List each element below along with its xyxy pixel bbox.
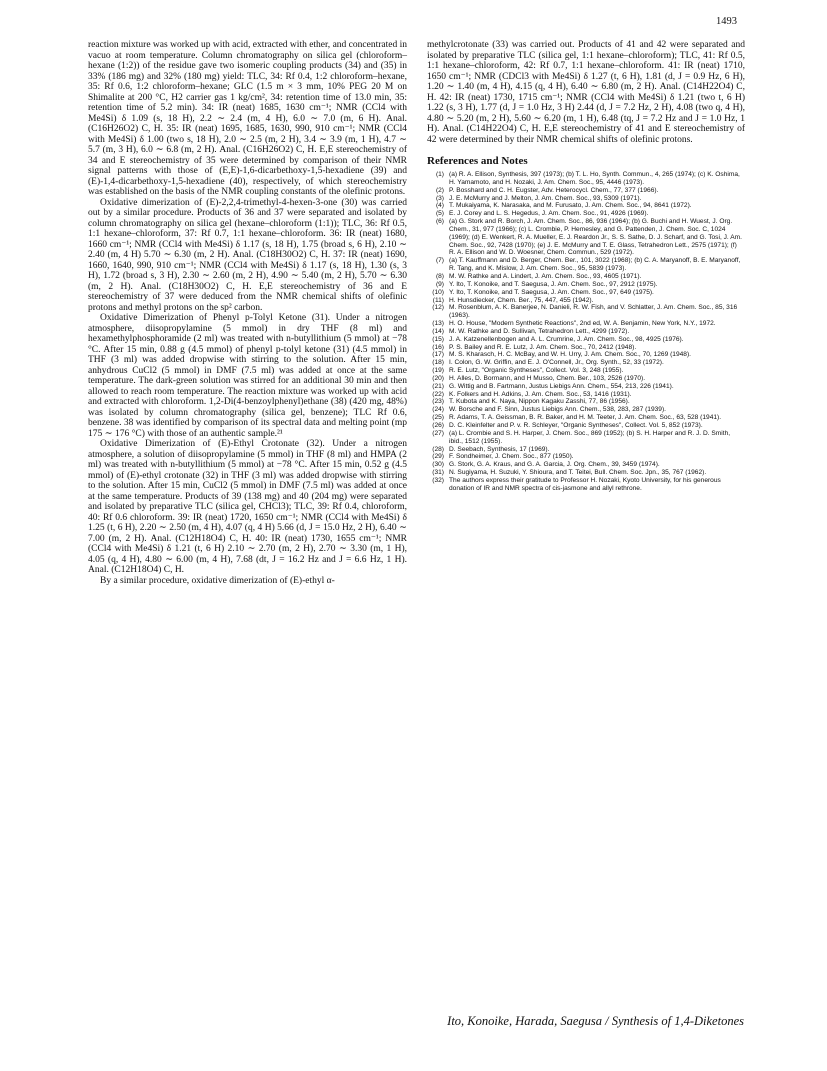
reference-text: I. Colon, G. W. Griffin, and E. J. O'Connell, Jr., Org. Synth., 52, 33 (1972). — [449, 359, 664, 367]
reference-text: T. Kubota and K. Naya, Nippon Kagaku Zasshi, 77, 86 (1956). — [449, 398, 630, 406]
reference-item — [427, 351, 745, 359]
reference-number: (29) — [432, 453, 444, 461]
reference-number: (5) — [435, 210, 444, 218]
reference-number: (22) — [432, 390, 444, 398]
reference-number: (14) — [432, 327, 444, 335]
reference-item — [427, 461, 745, 469]
reference-number: (24) — [432, 406, 444, 414]
reference-item — [427, 328, 745, 336]
reference-number: (12) — [432, 304, 444, 312]
right-column — [427, 40, 745, 493]
reference-number: (15) — [432, 335, 444, 343]
reference-number: (19) — [432, 367, 444, 375]
reference-item — [427, 446, 745, 454]
reference-text: G. Wittig and B. Fartmann, Justus Liebigs Ann. Chem., 554, 213, 226 (1941). — [449, 382, 674, 390]
reference-text: G. Stork, G. A. Kraus, and G. A. Garcia, J. Org. Chem., 39, 3459 (1974). — [449, 461, 660, 469]
reference-number: (16) — [432, 343, 444, 351]
reference-text: (a) R. A. Ellison, Synthesis, 397 (1973); (b) T. L. Ho, Synth. Commun., 4, 265 (1974); (c) K. Oshima, H. Yamamoto, and H. Nozaki, J. Am. Chem. Soc., 95, 4446 (1973). — [449, 171, 740, 186]
reference-item — [427, 187, 745, 195]
reference-item — [427, 171, 745, 187]
reference-text: E. J. Corey and L. S. Hegedus, J. Am. Chem. Soc., 91, 4926 (1969). — [449, 210, 649, 218]
reference-text: R. Adams, T. A. Geissman, B. R. Baker, and H. M. Teeter, J. Am. Chem. Soc., 63, 528 (1941). — [449, 414, 722, 422]
reference-number: (20) — [432, 374, 444, 382]
reference-number: (25) — [432, 414, 444, 422]
reference-item — [427, 257, 745, 273]
reference-text: J. E. McMurry and J. Melton, J. Am. Chem. Soc., 93, 5309 (1971). — [449, 194, 642, 202]
paragraph: By a similar procedure, oxidative dimerization of (E)-ethyl α- — [100, 575, 335, 586]
left-column — [88, 40, 407, 586]
reference-item — [427, 304, 745, 320]
reference-number: (1) — [435, 171, 444, 178]
reference-text: (a) G. Stork and R. Borch, J. Am. Chem. Soc., 86, 936 (1964); (b) G. Buchi and H. Wuest, J. Org. Chem., 31, 977 (1966); (c) L. Crombie, P. Hemesley, and G. Pattenden, J. Chem. Soc. C, 1024 (1969); (d) E. Wenkert, R. A. Mueller, E. J. Reardon Jr., S. S. Sathe, D. J. Scharf, and G. Tosi, J. Am. Chem. Soc., 92, 7428 (1970); (e) J. E. McMurry and T. E. Glass, Tetrahedron Lett., 2575 (1971); (f) R. A. Ellison and W. D. Woesner, Chem. Commun., 529 (1972). — [449, 218, 742, 257]
reference-number: (2) — [435, 186, 444, 194]
reference-number: (30) — [432, 461, 444, 469]
reference-number: (6) — [435, 218, 444, 226]
reference-item — [427, 289, 745, 297]
reference-number: (11) — [432, 296, 444, 304]
reference-item — [427, 273, 745, 281]
reference-item — [427, 383, 745, 391]
paragraph: Oxidative Dimerization of Phenyl p-Tolyl Ketone (31). Under a nitrogen atmosphere, diisopropylamine (5 mmol) in dry THF (8 ml) and hexamethylphosphoramide (2 ml) was treated with n-butyllithium (5 mmol) at −78 °C. After 15 min, 0.88 g (4.5 mmol) of phenyl p-tolyl ketone (31) (4.5 mmol) in THF (3 ml) was added dropwise with stirring to the solution. After 15 min, anhydrous CuCl2 (5 mmol) in DMF (7.5 ml) was added at once at the same temperature. The dark-green solution was stirred for an additional 30 min and then allowed to reach room temperature. The reaction mixture was worked up with acid and extracted with chloroform. 1,2-Di(4-benzoylphenyl)ethane (38) (420 mg, 48%) was isolated by column chromatography (silica gel, benzene); TLC Rf 0.6, benzene. 38 was identified by comparison of its spectral data and melting point (mp 175 ∼ 176 °C) with those of an authentic sample.²¹ — [88, 313, 407, 439]
reference-text: N. Sugiyama, H. Suzuki, Y. Shioura, and T. Teitei, Bull. Chem. Soc. Jpn., 35, 767 (1962). — [449, 469, 707, 477]
reference-item — [427, 406, 745, 414]
reference-number: (8) — [435, 272, 444, 280]
reference-text: H. O. House, "Modern Synthetic Reactions", 2nd ed, W. A. Benjamin, New York, N.Y., 1972. — [449, 320, 716, 328]
reference-number: (21) — [432, 382, 444, 390]
reference-item — [427, 359, 745, 367]
reference-item — [427, 414, 745, 422]
reference-text: H. Hunsdiecker, Chem. Ber., 75, 447, 455 (1942). — [449, 296, 594, 304]
reference-item — [427, 281, 745, 289]
reference-item — [427, 430, 745, 446]
paragraph: methylcrotonate (33) was carried out. Products of 41 and 42 were separated and isolated by preparative TLC (silica gel, 1:1 hexane–chloroform); TLC, 41: Rf 0.5, 1:1 hexane–chloroform, 42: Rf 0.7, 1:1 hexane–chloroform. 41: IR (neat) 1710, 1650 cm⁻¹; NMR (CDCl3 with Me4Si) δ 1.27 (t, 6 H), 1.81 (d, J = 0.9 Hz, 6 H), 1.20 ∼ 1.40 (m, 4 H), 4.15 (q, 4 H), 6.40 ∼ 6.80 (m, 2 H). Anal. (C14H22O4) C, H. 42: IR (neat) 1730, 1715 cm⁻¹; NMR (CCl4 with Me4Si) δ 1.21 (two t, 6 H) 1.22 (s, 3 H), 1.77 (d, J = 1.0 Hz, 3 H) 2.44 (d, J = 7.2 Hz, 2 H), 4.08 (two q, 4 H), 4.80 ∼ 5.20 (m, 2 H), 5.60 ∼ 6.20 (m, 1 H), 6.48 (tq, J = 7.2 Hz and J = 1.0 Hz, 1 H). Anal. (C14H22O4) C, H. E,E stereochemistry of 41 and E stereochemistry of 42 were determined by their NMR chemical shifts of olefinic protons. — [427, 40, 745, 145]
reference-number: (17) — [432, 351, 444, 359]
reference-text: (a) L. Crombie and S. H. Harper, J. Chem. Soc., 869 (1952); (b) S. H. Harper and R. J. D. Smith, ibid., 1512 (1955). — [449, 429, 731, 445]
reference-item — [427, 391, 745, 399]
paragraph: reaction mixture was worked up with acid, extracted with ether, and concentrated in vacuo at room temperature. Column chromatography on silica gel (chloroform–hexane (1:2)) of the residue gave two isomeric coupling products (34) and (35) in 33% (186 mg) and 32% (180 mg) yield: TLC, 34: Rf 0.4, 1:2 chloroform–hexane, 35: Rf 0.6, 1:2 chloroform–hexane; GLC (1.5 m × 3 mm, 10% PEG 20 M on Shimalite at 200 °C, H2 carrier gas 1 kg/cm², 34: retention time of 13.0 min, 35: retention time of 5.2 min). 34: IR (neat) 1685, 1630 cm⁻¹; NMR (CCl4 with Me4Si) δ 1.09 (s, 18 H), 2.2 ∼ 2.4 (m, 4 H), 6.0 ∼ 7.0 (m, 6 H). Anal. (C16H26O2) C, H. 35: IR (neat) 1695, 1685, 1630, 990, 910 cm⁻¹; NMR (CCl4 with Me4Si) δ 1.00 (two s, 18 H), 2.0 ∼ 2.5 (m, 2 H), 3.4 ∼ 3.9 (m, 1 H), 4.7 ∼ 5.7 (m, 3 H), 6.0 ∼ 6.8 (m, 2 H). Anal. (C16H26O2) C, H. E,E stereochemistry of 34 and E stereochemistry of 35 were determined by comparison of their NMR signal patterns with those of (E,E)-1,6-dicarbethoxy-1,5-hexadiene (39) and (E)-1,4-dicarbethoxy-1,5-hexadiene (40), respectively, of which stereochemistry was established on the basis of the NMR coupling constants of the olefinic protons. — [88, 40, 407, 197]
reference-item — [427, 477, 745, 493]
reference-number: (28) — [432, 445, 444, 453]
reference-item — [427, 195, 745, 203]
reference-number: (10) — [432, 288, 444, 296]
reference-item — [427, 297, 745, 305]
reference-number: (18) — [432, 359, 444, 367]
paragraph: Oxidative Dimerization of (E)-Ethyl Crotonate (32). Under a nitrogen atmosphere, a solution of diisopropylamine (5 mmol) in THF (8 ml) and HMPA (2 ml) was treated with n-butyllithium (5 mmol) at −78 °C. After 15 min, 0.52 g (4.5 mmol) of (E)-ethyl crotonate (32) in THF (3 ml) was added dropwise with stirring to the solution. After 15 min, CuCl2 (5 mmol) in DMF (7.5 ml) was added at once at the same temperature. Products of 39 (138 mg) and 40 (204 mg) were separated and isolated by preparative TLC (silica gel, CHCl3); TLC, 39: Rf 0.4, chloroform, 40: Rf 0.6 chloroform. 39: IR (neat) 1720, 1650 cm⁻¹; NMR (CCl4 with Me4Si) δ 1.25 (t, 6 H), 2.20 ∼ 2.50 (m, 4 H), 4.07 (q, 4 H) 5.66 (d, J = 15.0 Hz, 2 H), 6.40 ∼ 7.00 (m, 2 H). Anal. (C12H18O4) C, H. 40: IR (neat) 1730, 1655 cm⁻¹; NMR (CCl4 with Me4Si) δ 1.21 (t, 6 H) 2.10 ∼ 2.70 (m, 2 H), 2.70 ∼ 3.30 (m, 1 H), 4.05 (q, 4 H), 4.80 ∼ 6.00 (m, 4 H), 7.68 (dt, J = 16.2 Hz and J = 6.6 Hz, 1 H). Anal. (C12H18O4) C, H. — [88, 439, 407, 575]
reference-number: (7) — [435, 257, 444, 265]
reference-text: T. Mukaiyama, K. Narasaka, and M. Furusato, J. Am. Chem. Soc., 94, 8641 (1972). — [449, 202, 692, 210]
reference-number: (3) — [435, 194, 444, 202]
reference-text: H. Alles, D. Bormann, and H Musso, Chem. Ber., 103, 2526 (1970). — [449, 374, 646, 382]
reference-item — [427, 469, 745, 477]
reference-text: J. A. Katzenellenbogen and A. L. Crumrine, J. Am. Chem. Soc., 98, 4925 (1976). — [449, 335, 684, 343]
reference-item — [427, 344, 745, 352]
reference-text: (a) T. Kauffmann and D. Berger, Chem. Ber., 101, 3022 (1968); (b) C. A. Maryanoff, B. E. Maryanoff, R. Tang, and K. Mislow, J. Am. Chem. Soc., 95, 5839 (1973). — [449, 257, 741, 273]
reference-text: W. Borsche and F. Sinn, Justus Liebigs Ann. Chem., 538, 283, 287 (1939). — [449, 406, 666, 414]
reference-item — [427, 398, 745, 406]
reference-item — [427, 453, 745, 461]
reference-number: (32) — [432, 476, 444, 484]
reference-text: D. Seebach, Synthesis, 17 (1969). — [449, 445, 550, 453]
reference-text: M. W. Rathke and D. Sullivan, Tetrahedron Lett., 4299 (1972). — [449, 327, 630, 335]
reference-item — [427, 336, 745, 344]
reference-text: M. S. Kharasch, H. C. McBay, and W. H. Urry, J. Am. Chem. Soc., 70, 1269 (1948). — [449, 351, 691, 359]
running-footer: Ito, Konoike, Harada, Saegusa / Synthesis of 1,4-Diketones — [447, 1014, 744, 1028]
references-heading: References and Notes — [427, 155, 528, 167]
reference-text: D. C. Kleinfelter and P. v. R. Schleyer, "Organic Syntheses", Collect. Vol. 5, 852 (1973). — [449, 422, 703, 429]
reference-text: Y. Ito, T. Konoike, and T. Saegusa, J. Am. Chem. Soc., 97, 649 (1975). — [449, 288, 654, 296]
reference-item — [427, 202, 745, 210]
reference-text: F. Sondheimer, J. Chem. Soc., 877 (1950). — [449, 453, 574, 461]
reference-number: (4) — [435, 202, 444, 210]
paragraph: Oxidative dimerization of (E)-2,2,4-trimethyl-4-hexen-3-one (30) was carried out by a similar procedure. Products of 36 and 37 were separated and isolated by column chromatography on silica gel (hexane–chloroform (1:1)); TLC, 36: Rf 0.5, 1:1 hexane–chloroform, 37: Rf 0.7, 1:1 hexane–chloroform. 36: IR (neat) 1680, 1660 cm⁻¹; NMR (CCl4 with Me4Si) δ 1.17 (s, 18 H), 1.75 (broad s, 6 H), 2.10 ∼ 2.40 (m, 4 H) 5.70 ∼ 6.30 (m, 2 H). Anal. (C18H30O2) C, H. 37: IR (neat) 1690, 1660, 1640, 990, 910 cm⁻¹; NMR (CCl4 with Me4Si) δ 1.17 (s, 18 H), 1.30 (s, 3 H), 1.72 (broad s, 3 H), 2.30 ∼ 2.60 (m, 2 H), 4.90 ∼ 5.40 (m, 2 H), 5.70 ∼ 6.30 (m, 2 H). Anal. (C18H30O2) C, H. E,E stereochemistry of 36 and E stereochemistry of 37 were deduced from the NMR chemical shifts of olefinic protons and methyl protons on the sp² carbon. — [88, 197, 407, 313]
reference-number: (13) — [432, 320, 444, 328]
reference-number: (9) — [435, 280, 444, 288]
reference-number: (26) — [432, 422, 444, 429]
reference-item — [427, 375, 745, 383]
reference-text: M. W. Rathke and A. Lindert, J. Am. Chem. Soc., 93, 4605 (1971). — [449, 272, 642, 280]
reference-item — [427, 422, 745, 430]
reference-text: P. Bosshard and C. H. Eugster, Adv. Heterocycl. Chem., 77, 377 (1966). — [449, 186, 659, 194]
reference-number: (31) — [432, 469, 444, 477]
reference-text: Y. Ito, T. Konoike, and T. Saegusa, J. Am. Chem. Soc., 97, 2912 (1975). — [449, 280, 658, 288]
reference-text: K. Folkers and H. Adkins, J. Am. Chem. Soc., 53, 1416 (1931). — [449, 390, 632, 398]
reference-item — [427, 210, 745, 218]
reference-text: The authors express their gratitude to Professor H. Nozaki, Kyoto University, for his generous donation of IR and NMR spectra of cis-jasmone and allyl rethrone. — [449, 476, 721, 492]
reference-item — [427, 320, 745, 328]
reference-item — [427, 218, 745, 257]
reference-text: P. S. Bailey and R. E. Lutz, J. Am. Chem. Soc., 70, 2412 (1948). — [449, 343, 637, 351]
reference-item — [427, 367, 745, 375]
reference-number: (23) — [432, 398, 444, 406]
reference-number: (27) — [432, 429, 444, 437]
references-list — [427, 171, 745, 493]
reference-text: M. Rosenblum, A. K. Banerjee, N. Danieli, R. W. Fish, and V. Schlatter, J. Am. Chem. Soc., 85, 316 (1963). — [449, 304, 738, 320]
page-number: 1493 — [716, 16, 737, 27]
reference-text: R. E. Lutz, "Organic Syntheses", Collect. Vol. 3, 248 (1955). — [449, 367, 624, 375]
